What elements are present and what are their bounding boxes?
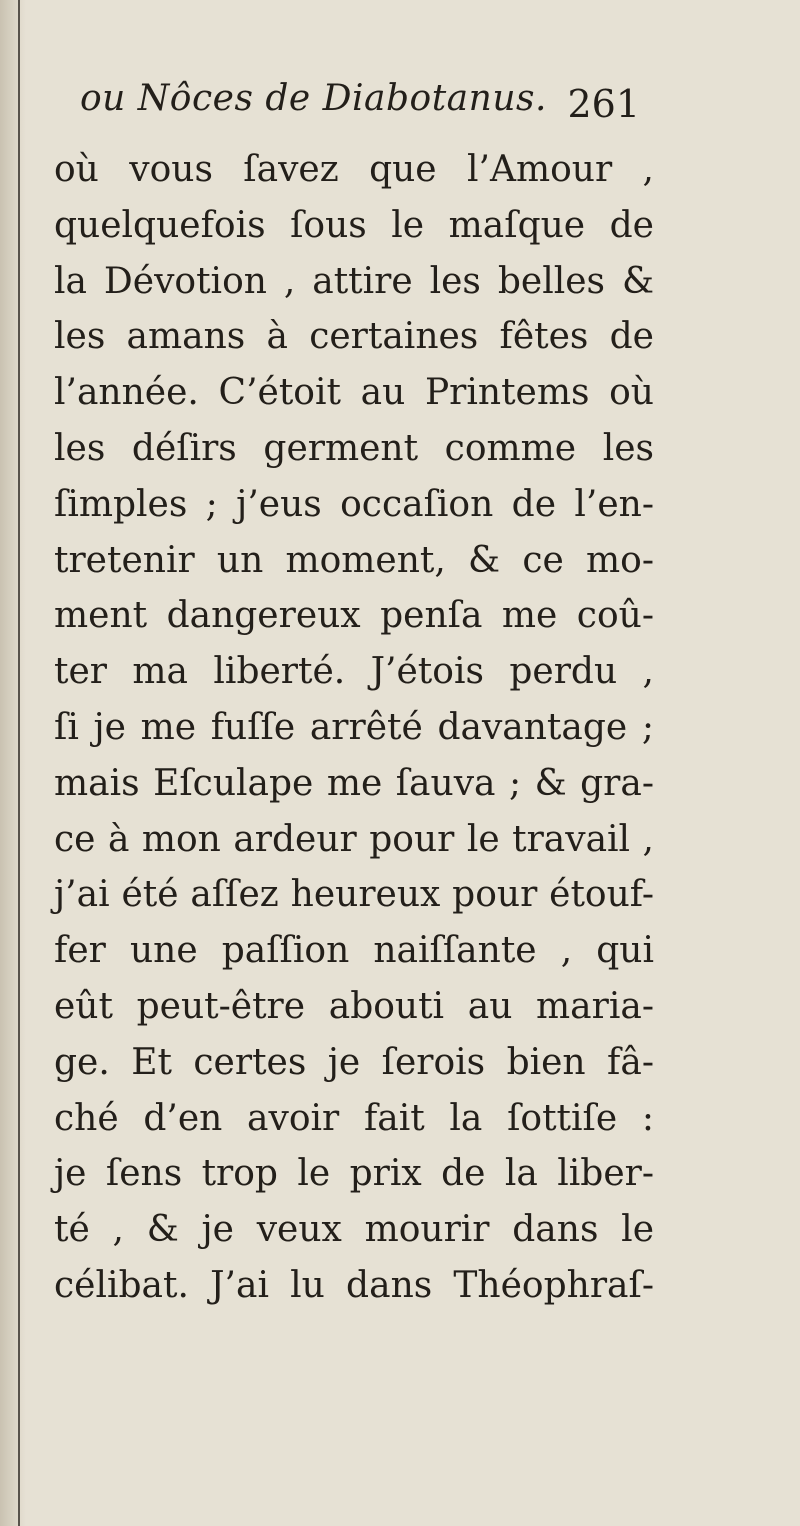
text-line: célibat. J’ai lu dans Théophraſ-: [54, 1264, 654, 1306]
text-line: mais Eſculape me ſauva ; & gra-: [54, 762, 654, 804]
text-line: ſimples ; j’eus occaſion de l’en-: [54, 483, 654, 525]
text-line: l’année. C’étoit au Printems où: [54, 372, 654, 414]
text-line: eût peut-être abouti au maria-: [54, 985, 654, 1027]
book-spine-shadow: [0, 0, 26, 1526]
text-line: les amans à certaines fêtes de: [54, 316, 654, 358]
text-line: les déſirs germent comme les: [54, 427, 654, 469]
text-line: je ſens trop le prix de la liber-: [54, 1153, 654, 1195]
running-title: ou Nôces de Diabotanus.: [80, 78, 547, 119]
page-edge-line: [18, 0, 20, 1526]
text-line: ge. Et certes je ſerois bien fâ-: [54, 1041, 654, 1083]
text-line: ſi je me fuſſe arrêté davantage ;: [54, 706, 654, 748]
body-text: [54, 142, 654, 1314]
text-line: ment dangereux penſa me coû-: [54, 595, 654, 637]
text-line: où vous ſavez que l’Amour ,: [54, 149, 654, 190]
text-line: j’ai été aſſez heureux pour étouf-: [54, 874, 654, 916]
page-header: [80, 78, 640, 138]
text-line: ce à mon ardeur pour le travail ,: [54, 818, 654, 860]
page-number: 261: [567, 82, 640, 126]
text-line: ché d’en avoir fait la ſottiſe :: [54, 1097, 654, 1139]
text-line: té , & je veux mourir dans le: [54, 1209, 654, 1251]
text-line: quelquefois ſous le maſque de: [54, 204, 654, 246]
text-line: fer une paſſion naiſſante , qui: [54, 930, 654, 972]
text-line: ter ma liberté. J’étois perdu ,: [54, 651, 654, 693]
text-line: la Dévotion , attire les belles &: [54, 260, 654, 302]
text-line: tretenir un moment, & ce mo-: [54, 539, 654, 581]
